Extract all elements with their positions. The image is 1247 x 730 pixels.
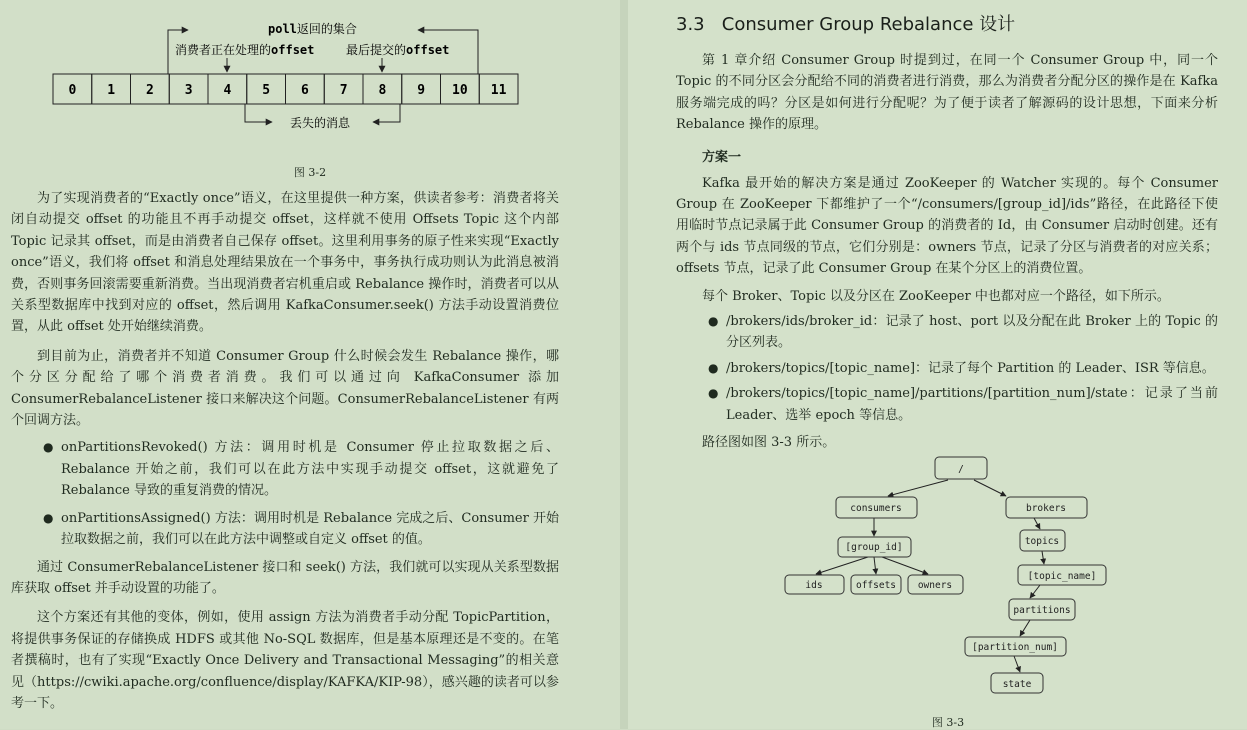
offset-cell-label: 10 xyxy=(452,83,468,98)
offset-cell-label: 9 xyxy=(417,83,426,98)
offset-cell-label: 0 xyxy=(68,83,77,98)
node-ids-label: ids xyxy=(805,580,823,591)
node-group-id-label: [group_id] xyxy=(845,542,903,553)
lost-messages-label: 丢失的消息 xyxy=(290,116,351,130)
list-item: ● /brokers/topics/[topic_name]/partitions/[partition_num]/state：记录了当前 Leader、选举 epoch 等信息。 xyxy=(702,383,1218,426)
list-item: ● /brokers/topics/[topic_name]：记录了每个 Partition 的 Leader、ISR 等信息。 xyxy=(702,358,1218,379)
paragraph: 这个方案还有其他的变体，例如，使用 assign 方法为消费者手动分配 TopicPartition，将提供事务保证的存储换成 HDFS 或其他 No-SQL 数据库，但是基本原理还是不变的。在笔者撰稿时，也有了实现“Exactly Once Delivery and Transactional Messaging”的相关意见（https://cwiki.apache.org/confluence/display/KAFKA/KIP-98），感兴趣的读者可以参考一下。 xyxy=(11,610,559,711)
bullet-dot-icon: ● xyxy=(708,314,719,329)
zookeeper-path-list xyxy=(702,311,1218,426)
bullet-dot-icon: ● xyxy=(43,440,54,455)
section-title: 3.3 Consumer Group Rebalance 设计 xyxy=(676,14,1016,35)
processing-label: 消费者正在处理的offset xyxy=(175,43,315,57)
offset-cell-label: 5 xyxy=(262,83,271,98)
bullet-dot-icon: ● xyxy=(708,386,719,401)
list-item: ● onPartitionsRevoked() 方法：调用时机是 Consumer 停止拉取数据之后、Rebalance 开始之前，我们可以在此方法中实现手动提交 offset，这就避免了 Rebalance 导致的重复消费的情况。 xyxy=(37,437,559,501)
node-topic-name-label: [topic_name] xyxy=(1027,571,1097,582)
poll-label: poll返回的集合 xyxy=(268,22,357,36)
node-brokers-label: brokers xyxy=(1025,503,1067,514)
offset-cell-label: 2 xyxy=(145,83,154,98)
offset-cell-label: 7 xyxy=(339,83,348,98)
right-page xyxy=(628,0,1247,729)
figure-3-3-caption: 图 3-3 xyxy=(931,716,965,729)
paragraph: 到目前为止，消费者并不知道 Consumer Group 什么时候会发生 Rebalance 操作，哪个分区分配给了哪个消费者消费。我们可以通过向 KafkaConsumer 添加 ConsumerRebalanceListener 接口来解决这个问题。ConsumerRebalanceListener 有两个回调方法。 xyxy=(11,348,559,429)
figure-3-2 xyxy=(0,0,620,160)
node-offsets-label: offsets xyxy=(855,580,897,591)
node-consumers-label: consumers xyxy=(850,503,902,514)
node-topics-label: topics xyxy=(1024,536,1060,547)
committed-label: 最后提交的offset xyxy=(346,43,450,57)
paragraph: 每个 Broker、Topic 以及分区在 ZooKeeper 中也都对应一个路径，如下所示。 xyxy=(702,288,1170,304)
node-partitions-label: partitions xyxy=(1013,605,1071,616)
figure-3-3 xyxy=(628,450,1247,712)
list-item: ● onPartitionsAssigned() 方法：调用时机是 Rebalance 完成之后、Consumer 开始拉取数据之前，我们可以在此方法中调整或自定义 offset 的值。 xyxy=(37,508,559,551)
subsection-title: 方案一 xyxy=(702,149,742,165)
paragraph: 为了实现消费者的“Exactly once”语义，在这里提供一种方案，供读者参考：消费者将关闭自动提交 offset 的功能且不再手动提交 offset，这样就不使用 Offsets Topic 这个内部 Topic 记录其 offset，而是由消费者自己保存 offset。这里利用事务的原子性来实现“Exactly once”语义，我们将 offset 和消息处理结果放在一个事务中，事务执行成功则认为此消息被消费，否则事务回滚需要重新消费。当出现消费者宕机重启或 Rebalance 操作时，消费者可以从关系型数据库中找到对应的 offset，然后调用 KafkaConsumer.seek() 方法手动设置消费位置，从此 offset 处开始继续消费。 xyxy=(11,191,559,335)
node-owners-label: owners xyxy=(917,580,953,591)
offset-cell-label: 1 xyxy=(107,83,116,98)
offset-cell-label: 6 xyxy=(300,83,309,98)
bullet-dot-icon: ● xyxy=(43,510,54,525)
offset-cell-label: 4 xyxy=(223,83,232,98)
node-state-label: state xyxy=(1002,679,1032,690)
offset-cells xyxy=(53,74,518,104)
book-gutter xyxy=(620,0,628,729)
paragraph: Kafka 最开始的解决方案是通过 ZooKeeper 的 Watcher 实现的。每个 Consumer Group 在 ZooKeeper 下都维护了一个“/consumers/[group_id]/ids”路径，在此路径下使用临时节点记录属于此 Consumer Group 的消费者的 Id，由 Consumer 启动时创建。还有两个与 ids 节点同级的节点，它们分别是：owners 节点，记录了分区与消费者的对应关系；offsets 节点，记录了此 Consumer Group 在某个分区上的消费位置。 xyxy=(676,175,1218,277)
callback-list xyxy=(37,437,559,550)
offset-cell-label: 3 xyxy=(184,83,193,98)
figure-3-2-caption: 图 3-2 xyxy=(293,166,327,179)
node-root-label: / xyxy=(958,464,964,475)
paragraph: 路径图如图 3-3 所示。 xyxy=(702,435,836,451)
list-item: ● /brokers/ids/broker_id：记录了 host、port 以及分配在此 Broker 上的 Topic 的分区列表。 xyxy=(702,311,1218,354)
intro-paragraph: 第 1 章介绍 Consumer Group 时提到过，在同一个 Consumer Group 中，同一个 Topic 的不同分区会分配给不同的消费者进行消费，那么为消费者分配分区的操作是在 Kafka 服务端完成的吗？分区是如何进行分配呢？为了便于读者了解源码的设计思想，下面来分析 Rebalance 操作的原理。 xyxy=(676,53,1218,133)
bullet-dot-icon: ● xyxy=(708,360,719,375)
left-page xyxy=(0,0,620,729)
paragraph: 通过 ConsumerRebalanceListener 接口和 seek() 方法，我们就可以实现从关系型数据库获取 offset 并手动设置的功能了。 xyxy=(11,559,559,596)
offset-cell-label: 11 xyxy=(490,83,507,98)
offset-cell-label: 8 xyxy=(378,83,387,98)
node-partition-num-label: [partition_num] xyxy=(972,642,1058,653)
